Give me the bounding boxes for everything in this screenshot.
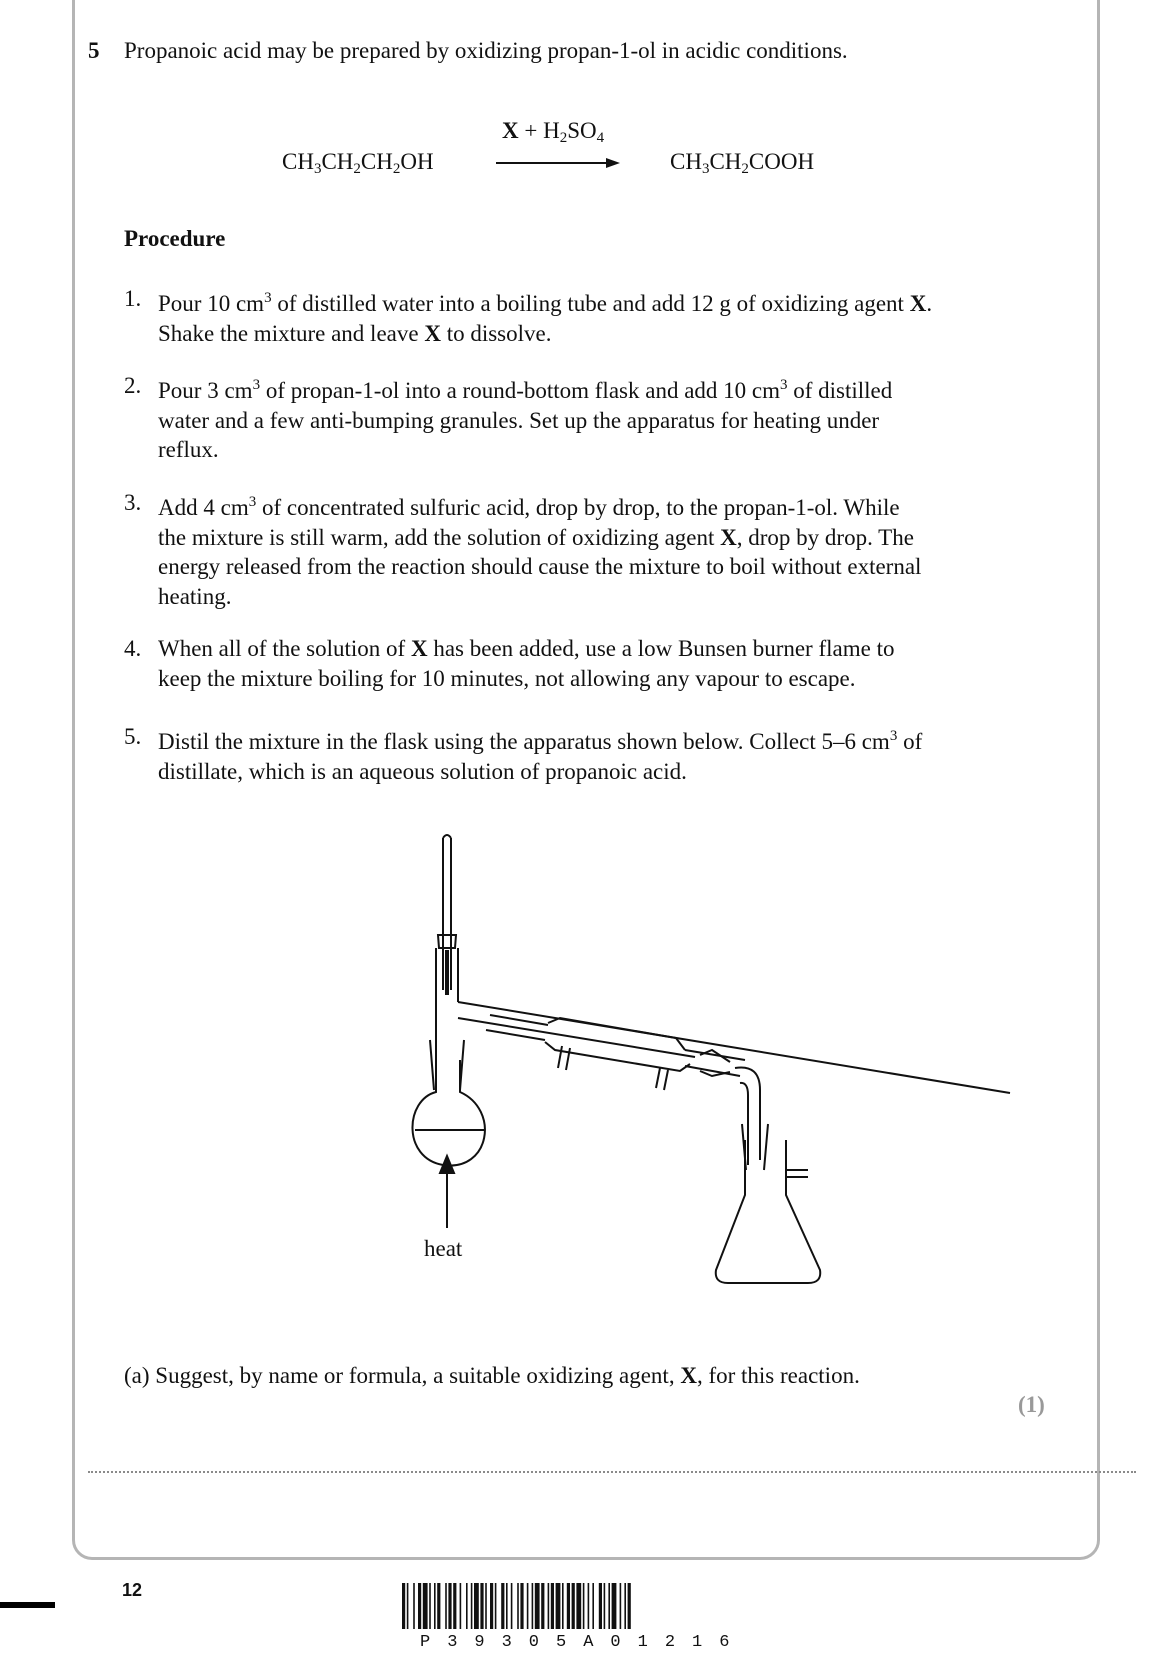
reactant-sub: 3 — [313, 161, 322, 177]
barcode — [402, 1583, 862, 1631]
barcode-bar — [517, 1583, 519, 1629]
answer-line[interactable] — [88, 1471, 1136, 1473]
barcode-bar — [562, 1583, 564, 1629]
conical-flask — [716, 1140, 821, 1283]
step-number: 4. — [124, 636, 142, 661]
step-line: heating. — [158, 583, 232, 609]
part-a-text-end: , for this reaction. — [696, 1363, 860, 1388]
page-number: 12 — [122, 1580, 143, 1600]
step-line: When all of the solution of X has been added, use a low Bunsen burner flame to — [158, 636, 895, 661]
barcode-bar — [423, 1583, 428, 1629]
barcode-bar — [418, 1583, 421, 1629]
part-a-text: (a) Suggest, by name or formula, a suitable oxidizing agent, — [124, 1363, 681, 1388]
barcode-bar — [612, 1583, 617, 1629]
barcode-bar — [541, 1583, 544, 1629]
barcode-bar — [599, 1583, 602, 1629]
step-line: Distil the mixture in the flask using the apparatus shown below. Collect 5–6 $cm^3$ of — [158, 728, 923, 754]
barcode-bar — [520, 1583, 523, 1629]
barcode-bar — [551, 1583, 554, 1629]
barcode-bar — [480, 1583, 483, 1629]
barcode-bar — [583, 1583, 585, 1629]
reactant-sub: 2 — [353, 161, 361, 177]
barcode-bar — [453, 1583, 456, 1629]
barcode-bar — [495, 1583, 497, 1629]
barcode-bar — [548, 1583, 550, 1629]
barcode-bar — [471, 1583, 473, 1629]
barcode-bar — [506, 1583, 508, 1629]
barcode-bar — [527, 1583, 529, 1629]
product-sub: 2 — [741, 161, 749, 177]
part-a-x: X — [680, 1363, 697, 1388]
barcode-bar — [413, 1583, 415, 1629]
thermometer — [438, 835, 456, 995]
reactant-sub: 2 — [392, 161, 401, 177]
product-part: CH — [709, 149, 742, 174]
reagent-sub1: 2 — [559, 130, 568, 146]
barcode-bar — [445, 1583, 447, 1629]
step-number: 5. — [124, 724, 142, 749]
barcode-bar — [407, 1583, 409, 1629]
barcode-bar — [604, 1583, 606, 1629]
step-line: Pour 10 $cm^3$ of distilled water into a boiling tube and add 12 g of oxidizing agent X. — [158, 290, 933, 316]
barcode-bar — [532, 1583, 534, 1629]
barcode-bar — [490, 1583, 493, 1629]
barcode-bar — [624, 1583, 626, 1629]
barcode-bar — [402, 1583, 405, 1629]
part-a-question — [124, 1363, 860, 1389]
barcode-bar — [466, 1583, 468, 1629]
step-line: reflux. — [158, 437, 219, 462]
reactant-part: OH — [400, 149, 434, 174]
barcode-bar — [437, 1583, 440, 1629]
reactant-part: CH — [360, 149, 393, 174]
step-line: distillate, which is an aqueous solution of propanoic acid. — [158, 758, 687, 784]
step-line: energy released from the reaction should cause the mixture to boil without external — [158, 554, 922, 579]
procedure-title: Procedure — [124, 226, 226, 251]
marks-indicator: (1) — [1018, 1392, 1045, 1417]
step-line: Add 4 $cm^3$ of concentrated sulfuric acid, drop by drop, to the propan-1-ol. While — [158, 494, 900, 520]
reagent-so: SO — [567, 118, 597, 143]
barcode-bar — [608, 1583, 610, 1629]
barcode-bar — [501, 1583, 504, 1629]
barcode-bar — [576, 1583, 581, 1629]
heat-arrow — [440, 1156, 454, 1228]
step-number: 1. — [124, 286, 142, 311]
round-bottom-flask — [412, 1060, 484, 1166]
barcode-bar — [511, 1583, 513, 1629]
step-number: 3. — [124, 490, 142, 515]
receiver-adapter — [735, 1067, 768, 1170]
reagent-sub2: 4 — [596, 130, 605, 146]
barcode-bar — [588, 1583, 590, 1629]
step-line: Pour 3 $cm^3$ of propan-1-ol into a round-bottom flask and add 10 $cm^3$ of distilled — [158, 377, 893, 403]
step-line: keep the mixture boiling for 10 minutes, not allowing any vapour to escape. — [158, 665, 856, 691]
heat-label: heat — [424, 1236, 463, 1261]
barcode-bar — [628, 1583, 631, 1629]
condenser — [486, 1015, 745, 1090]
barcode-bar — [567, 1583, 570, 1629]
step-number: 2. — [124, 373, 142, 398]
reagent-h: + H — [518, 118, 560, 143]
step-line: Shake the mixture and leave X to dissolve. — [158, 320, 552, 346]
product-part: COOH — [748, 149, 815, 174]
barcode-bar — [434, 1583, 436, 1629]
barcode-bar — [429, 1583, 431, 1629]
barcode-text: P39305A01216 — [420, 1633, 747, 1652]
barcode-bar — [592, 1583, 594, 1629]
product-sub: 3 — [701, 161, 710, 177]
barcode-bar — [620, 1583, 622, 1629]
barcode-bar — [460, 1583, 462, 1629]
barcode-bar — [535, 1583, 540, 1629]
barcode-bar — [572, 1583, 575, 1629]
barcode-bar — [485, 1583, 487, 1629]
barcode-bar — [448, 1583, 451, 1629]
barcode-bar — [556, 1583, 561, 1629]
margin-bar — [0, 1602, 55, 1608]
step-line: water and a few anti-bumping granules. Set up the apparatus for heating under — [158, 407, 880, 433]
question-intro: Propanoic acid may be prepared by oxidizing propan-1-ol in acidic conditions. — [124, 38, 848, 63]
barcode-bar — [474, 1583, 479, 1629]
reagent-x: X — [502, 118, 519, 143]
step-line: the mixture is still warm, add the solution of oxidizing agent X, drop by drop. The — [158, 524, 914, 550]
reactant-part: CH — [282, 149, 314, 174]
product-part: CH — [670, 149, 702, 174]
reactant-part: CH — [321, 149, 354, 174]
question-number: 5 — [88, 38, 100, 63]
